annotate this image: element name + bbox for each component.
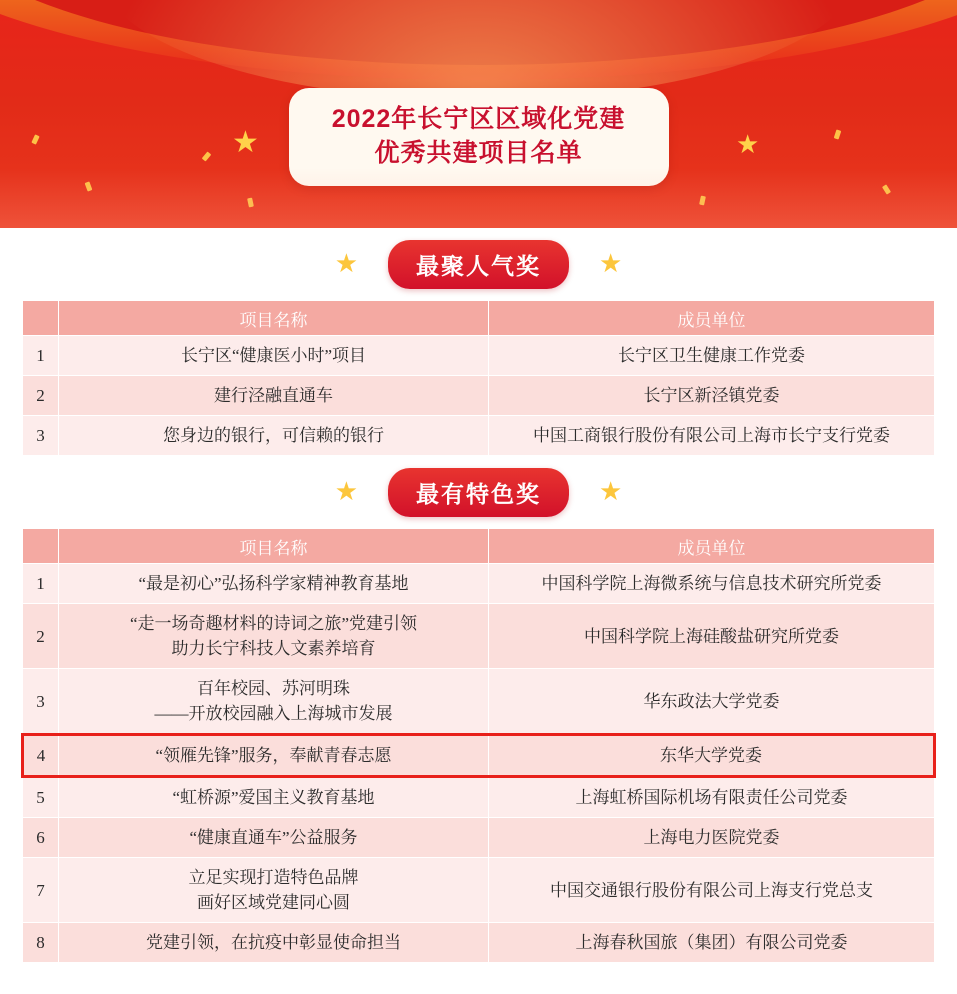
row-project-name: “虹桥源”爱国主义教育基地 bbox=[59, 777, 489, 818]
row-project-name-line2: ——开放校园融入上海城市发展 bbox=[154, 704, 393, 723]
row-index: 1 bbox=[23, 336, 59, 376]
row-index: 5 bbox=[23, 777, 59, 818]
decor-star-icon: ★ bbox=[232, 126, 259, 159]
row-member-unit: 东华大学党委 bbox=[489, 735, 935, 777]
banner-fade bbox=[0, 168, 957, 228]
table-row bbox=[23, 818, 935, 858]
row-member-unit: 中国工商银行股份有限公司上海市长宁支行党委 bbox=[489, 416, 935, 456]
table-row bbox=[23, 669, 935, 735]
row-project-name bbox=[59, 669, 489, 735]
row-member-unit: 上海电力医院党委 bbox=[489, 818, 935, 858]
row-index: 7 bbox=[23, 858, 59, 923]
table-row bbox=[23, 604, 935, 669]
table-row bbox=[23, 858, 935, 923]
awards-content bbox=[0, 228, 957, 963]
row-member-unit: 华东政法大学党委 bbox=[489, 669, 935, 735]
row-member-unit: 长宁区新泾镇党委 bbox=[489, 376, 935, 416]
row-project-name-line2: 助力长宁科技人文素养培育 bbox=[171, 639, 376, 658]
row-member-unit: 长宁区卫生健康工作党委 bbox=[489, 336, 935, 376]
table-header-row bbox=[23, 529, 935, 564]
row-index: 4 bbox=[23, 735, 59, 777]
row-index: 3 bbox=[23, 416, 59, 456]
row-project-name bbox=[59, 604, 489, 669]
row-member-unit: 上海春秋国旅（集团）有限公司党委 bbox=[489, 923, 935, 963]
table-row bbox=[23, 336, 935, 376]
row-project-name: “健康直通车”公益服务 bbox=[59, 818, 489, 858]
banner-title-line-1: 2022年长宁区区域化党建 bbox=[331, 105, 626, 133]
section-star-right-icon: ★ bbox=[599, 477, 623, 506]
row-index: 3 bbox=[23, 669, 59, 735]
row-project-name-line1: “走一场奇趣材料的诗词之旅”党建引领 bbox=[129, 614, 418, 633]
column-header-member-unit: 成员单位 bbox=[489, 301, 935, 336]
table-row bbox=[23, 564, 935, 604]
row-index: 6 bbox=[23, 818, 59, 858]
row-member-unit: 中国科学院上海微系统与信息技术研究所党委 bbox=[489, 564, 935, 604]
section-header-2 bbox=[0, 456, 957, 528]
table-row bbox=[23, 923, 935, 963]
row-index: 2 bbox=[23, 604, 59, 669]
row-project-name-line1: 立足实现打造特色品牌 bbox=[188, 868, 359, 887]
table-row-highlighted bbox=[23, 735, 935, 777]
page-banner bbox=[0, 0, 957, 228]
confetti-icon bbox=[202, 151, 212, 161]
row-index: 2 bbox=[23, 376, 59, 416]
column-header-index bbox=[23, 301, 59, 336]
row-index: 8 bbox=[23, 923, 59, 963]
awards-table-2 bbox=[21, 528, 936, 963]
row-project-name: “最是初心”弘扬科学家精神教育基地 bbox=[59, 564, 489, 604]
row-project-name: 建行泾融直通车 bbox=[59, 376, 489, 416]
column-header-project-name: 项目名称 bbox=[59, 529, 489, 564]
column-header-project-name: 项目名称 bbox=[59, 301, 489, 336]
row-project-name-line1: 百年校园、苏河明珠 bbox=[197, 679, 350, 698]
row-project-name: 长宁区“健康医小时”项目 bbox=[59, 336, 489, 376]
section-badge-2: 最有特色奖 bbox=[388, 468, 569, 517]
row-index: 1 bbox=[23, 564, 59, 604]
decor-star-icon: ★ bbox=[736, 130, 760, 159]
banner-title-line-2: 优秀共建项目名单 bbox=[374, 139, 583, 167]
row-member-unit: 上海虹桥国际机场有限责任公司党委 bbox=[489, 777, 935, 818]
confetti-icon bbox=[834, 129, 842, 139]
table-row bbox=[23, 777, 935, 818]
row-member-unit: 中国交通银行股份有限公司上海支行党总支 bbox=[489, 858, 935, 923]
section-header-1 bbox=[0, 228, 957, 300]
awards-table-1 bbox=[22, 300, 935, 456]
column-header-index bbox=[23, 529, 59, 564]
table-header-row bbox=[23, 301, 935, 336]
row-project-name: 党建引领，在抗疫中彰显使命担当 bbox=[59, 923, 489, 963]
row-project-name: 您身边的银行，可信赖的银行 bbox=[59, 416, 489, 456]
table-row bbox=[23, 416, 935, 456]
row-project-name-line2: 画好区域党建同心圆 bbox=[197, 893, 350, 912]
row-project-name: “领雁先锋”服务，奉献青春志愿 bbox=[59, 735, 489, 777]
row-member-unit: 中国科学院上海硅酸盐研究所党委 bbox=[489, 604, 935, 669]
banner-glow bbox=[99, 0, 859, 100]
column-header-member-unit: 成员单位 bbox=[489, 529, 935, 564]
table-row bbox=[23, 376, 935, 416]
section-star-left-icon: ★ bbox=[334, 477, 358, 506]
section-star-left-icon: ★ bbox=[334, 249, 358, 278]
section-star-right-icon: ★ bbox=[599, 249, 623, 278]
confetti-icon bbox=[31, 134, 39, 144]
row-project-name bbox=[59, 858, 489, 923]
section-badge-1: 最聚人气奖 bbox=[388, 240, 569, 289]
